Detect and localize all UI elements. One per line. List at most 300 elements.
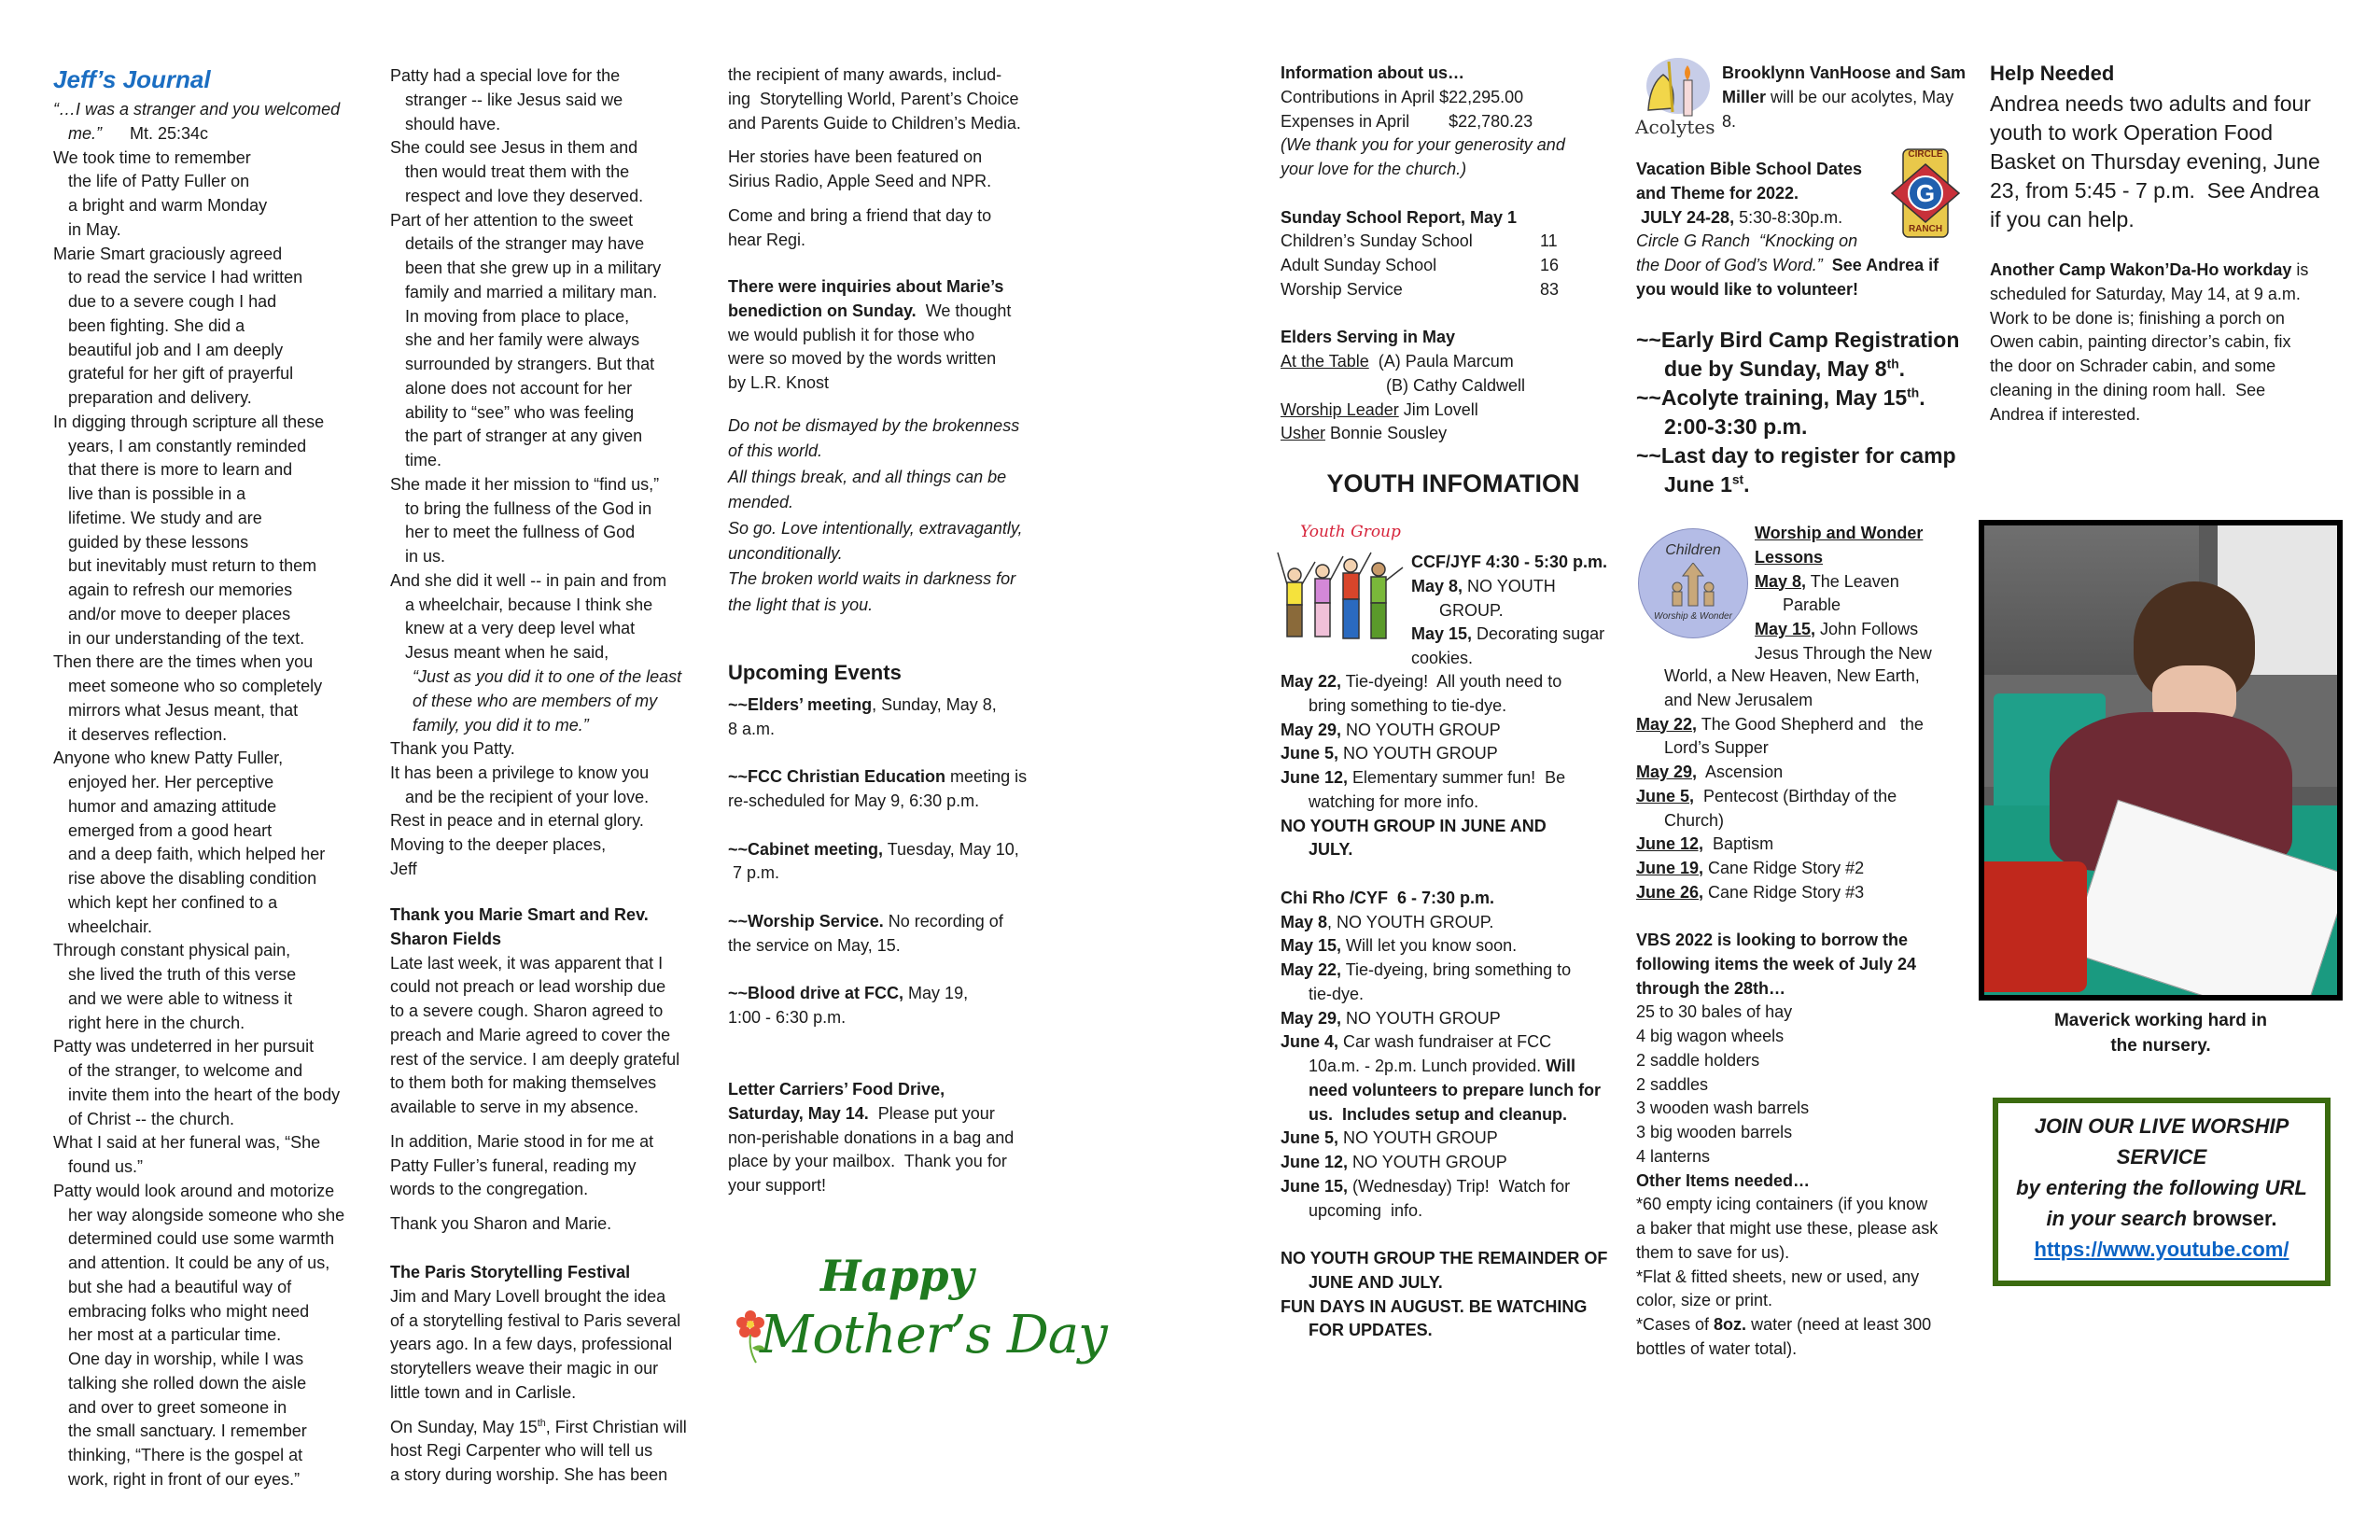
blank-line xyxy=(1281,182,1626,206)
paragraph xyxy=(1281,1223,1607,1247)
text-segment: May 8, xyxy=(1755,571,1807,591)
paragraph xyxy=(728,1054,1027,1078)
text-segment: June 15, xyxy=(1281,1176,1349,1196)
text-line: All things break, and all things can be xyxy=(728,467,1007,486)
text-line xyxy=(1281,766,1607,791)
text-line: if you can help. xyxy=(1990,207,2135,231)
paragraph xyxy=(1281,62,1626,86)
text-line: Marie Smart graciously agreed xyxy=(53,244,283,263)
text-line: 2 saddle holders xyxy=(1636,1050,1760,1070)
text-segment: Baptism xyxy=(1703,834,1774,854)
circle-g-letter: G xyxy=(1915,179,1936,207)
text-segment: May 15, xyxy=(1411,624,1473,644)
text-line: “Just as you did it to one of the least xyxy=(413,667,682,686)
text-line xyxy=(1411,575,1607,599)
text-line: re-scheduled for May 9, 6:30 p.m. xyxy=(728,791,980,810)
text-line: a bright and warm Monday xyxy=(68,196,268,215)
text-segment: Vacation Bible School Dates xyxy=(1636,160,1863,178)
paragraph xyxy=(53,939,344,1035)
paragraph xyxy=(390,1416,687,1488)
text-segment: June 4, xyxy=(1281,1032,1339,1052)
text-line: live than is possible in a xyxy=(68,484,246,503)
paragraph xyxy=(728,982,1027,1030)
text-segment: 5:30-8:30p.m. xyxy=(1734,207,1843,227)
text-line: family, you did it to me.” xyxy=(413,715,589,735)
text-line: family and married a military man. xyxy=(405,282,658,301)
text-line: Maverick working hard in xyxy=(2053,1011,2268,1030)
text-segment: Ascension xyxy=(1697,763,1784,781)
text-line: 4 big wagon wheels xyxy=(1636,1027,1785,1045)
blank-line xyxy=(728,958,1027,982)
text-line: The broken world waits in darkness for xyxy=(728,569,1016,589)
text-line xyxy=(53,98,344,122)
wooden-figures-icon xyxy=(1670,563,1716,608)
text-segment: through the 28th… xyxy=(1636,978,1785,998)
text-segment: ~~Blood drive at FCC, xyxy=(728,984,904,1002)
paragraph xyxy=(53,411,344,651)
text-line: upcoming info. xyxy=(1309,1200,1423,1220)
text-line xyxy=(390,1416,687,1440)
text-line: it deserves reflection. xyxy=(68,724,228,744)
paragraph xyxy=(1636,384,1959,441)
text-line xyxy=(1281,278,1626,302)
text-segment: Another Camp Wakon’Da-Ho workday xyxy=(1990,260,2292,279)
text-line xyxy=(1281,1007,1607,1031)
text-line xyxy=(1281,1271,1607,1295)
text-line xyxy=(1281,374,1626,399)
paragraph xyxy=(1636,761,1924,785)
text-line: So go. Love intentionally, extravagantly, xyxy=(728,518,1023,538)
paragraph xyxy=(1281,182,1626,206)
worship-wonder-logo-bottom: Worship & Wonder xyxy=(1654,611,1732,622)
text-line xyxy=(1636,977,1938,1001)
text-segment: Expenses in April xyxy=(1281,111,1410,131)
join-line-1: JOIN OUR LIVE WORSHIP xyxy=(2034,1114,2289,1138)
paragraph xyxy=(1281,719,1607,743)
text-segment: , Sunday, May 8, xyxy=(872,695,997,714)
youtube-link[interactable]: https://www.youtube.com/ xyxy=(2034,1238,2289,1261)
text-line xyxy=(728,300,1011,324)
paragraph xyxy=(1281,1127,1607,1151)
text-line: been that she grew up in a military xyxy=(405,259,662,277)
text-line: In digging through scripture all these xyxy=(53,412,325,431)
help-needed-heading: Help Needed xyxy=(1990,62,2115,85)
paragraph xyxy=(1281,1247,1607,1295)
text-segment: ~~Cabinet meeting, xyxy=(728,839,884,859)
text-segment: The Paris Storytelling Festival xyxy=(390,1263,631,1281)
text-line: work, right in front of our eyes.” xyxy=(68,1469,301,1489)
paragraph xyxy=(1636,158,1939,302)
text-line: rest of the service. I am deeply grateful xyxy=(390,1049,680,1069)
text-line: Jesus meant when he said, xyxy=(405,643,609,662)
paragraph xyxy=(390,858,649,882)
paragraph xyxy=(1722,62,1966,133)
text-line: of this world. xyxy=(728,441,823,461)
text-segment: Children’s Sunday School xyxy=(1281,231,1473,251)
text-segment: 10a.m. - 2p.m. Lunch provided. xyxy=(1309,1057,1547,1075)
paragraph xyxy=(1281,862,1607,887)
text-line: guided by these lessons xyxy=(68,532,249,552)
text-line xyxy=(1281,1055,1607,1079)
text-line xyxy=(1281,1151,1607,1175)
paragraph xyxy=(390,209,666,473)
text-segment: Sharon Fields xyxy=(390,929,502,948)
text-line: Her stories have been featured on xyxy=(728,147,983,167)
paragraph xyxy=(390,1212,679,1237)
text-line: of Christ -- the church. xyxy=(68,1109,235,1128)
text-segment: May 29, xyxy=(1281,1008,1342,1028)
text-line: and we were able to witness it xyxy=(68,988,293,1008)
text-line: Basket on Thursday evening, June xyxy=(1990,149,2320,174)
text-line xyxy=(1281,1295,1607,1320)
paragraph xyxy=(1281,86,1626,110)
text-line xyxy=(1755,546,1932,570)
text-line xyxy=(1636,785,1924,809)
text-line: and over to greet someone in xyxy=(68,1397,287,1417)
text-line: ing Storytelling World, Parent’s Choice xyxy=(728,89,1019,108)
text-segment: At the Table xyxy=(1281,352,1369,371)
paragraph xyxy=(1281,742,1607,766)
benediction-intro xyxy=(728,275,1011,396)
blank-line xyxy=(1281,1223,1607,1247)
text-line: them to save for us). xyxy=(1636,1242,1790,1262)
text-segment: st xyxy=(1731,472,1744,487)
text-line xyxy=(1636,278,1939,302)
journal-closing xyxy=(390,737,649,882)
text-line: 7 p.m. xyxy=(728,863,780,883)
text-segment: (A) Paula Marcum xyxy=(1368,352,1514,371)
text-segment: May 29, xyxy=(1281,720,1342,739)
text-line xyxy=(1281,422,1626,446)
text-line xyxy=(1636,158,1939,182)
text-line: the door on Schrader cabin, and some xyxy=(1990,357,2276,375)
acolytes-logo xyxy=(1635,56,1717,144)
journal-scripture-quote xyxy=(413,665,681,737)
text-line: right here in the church. xyxy=(68,1013,245,1032)
upcoming-events-list xyxy=(728,693,1027,1198)
paragraph xyxy=(1281,934,1607,959)
text-line xyxy=(1636,384,1959,413)
text-line: Church) xyxy=(1664,810,1725,830)
text-segment: NO YOUTH GROUP xyxy=(1341,1008,1501,1028)
paragraph xyxy=(1755,642,1932,666)
text-line: bottles of water total). xyxy=(1636,1338,1798,1358)
text-segment: *Cases of xyxy=(1636,1315,1715,1334)
text-segment: Jim Lovell xyxy=(1398,399,1478,419)
text-line: Do not be dismayed by the brokenness xyxy=(728,416,1020,435)
text-segment: June 1 xyxy=(1664,472,1732,497)
text-segment: May 19, xyxy=(903,984,969,1002)
text-line xyxy=(1722,62,1966,86)
text-segment: Worship Leader xyxy=(1281,399,1399,419)
text-line: that there is more to learn and xyxy=(68,460,293,480)
paragraph xyxy=(1636,326,1959,384)
paragraph xyxy=(1281,766,1607,815)
text-segment: water (need at least 300 xyxy=(1746,1315,1932,1334)
text-line: your support! xyxy=(728,1176,827,1195)
crayon-bucket-shape xyxy=(1979,861,2087,992)
text-segment: Chi Rho /CYF 6 - 7:30 p.m. xyxy=(1281,888,1495,907)
text-segment: and Theme for 2022. xyxy=(1636,183,1799,203)
text-line: mended. xyxy=(728,493,794,512)
text-line xyxy=(1411,551,1607,575)
text-line xyxy=(1281,206,1626,231)
text-line: *60 empty icing containers (if you know xyxy=(1636,1195,1928,1214)
text-segment: June 12, xyxy=(1636,834,1704,854)
text-segment: ~~Acolyte training, May 15 xyxy=(1636,385,1908,410)
text-segment: Please put your xyxy=(868,1103,995,1123)
text-segment: Saturday, May 14. xyxy=(728,1103,869,1123)
paragraph xyxy=(1281,887,1607,911)
text-line: tie-dye. xyxy=(1309,984,1365,1003)
blank-line xyxy=(728,1030,1027,1055)
text-line: ~~Early Bird Camp Registration xyxy=(1636,328,1960,352)
text-segment: NO YOUTH GROUP xyxy=(1348,1153,1507,1171)
text-line: alone does not account for her xyxy=(405,378,633,398)
text-segment: NO YOUTH GROUP IN JUNE AND xyxy=(1281,816,1547,835)
blank-line xyxy=(728,742,1027,766)
text-line xyxy=(1281,719,1607,743)
text-segment: ~~Elders’ meeting xyxy=(728,695,873,714)
paragraph xyxy=(728,814,1027,838)
text-line: preparation and delivery. xyxy=(68,388,252,407)
paragraph xyxy=(1411,623,1607,647)
paragraph xyxy=(1636,857,1924,881)
text-line xyxy=(728,765,1027,790)
text-line xyxy=(390,928,679,952)
text-line: and New Jerusalem xyxy=(1664,690,1813,709)
text-segment: May 8, xyxy=(1411,576,1463,595)
text-line: and a deep faith, which helped her xyxy=(68,845,326,864)
text-line: It has been a privilege to know you xyxy=(390,763,650,782)
text-line: 2:00-3:30 p.m. xyxy=(1664,414,1808,439)
vbs-dates-theme xyxy=(1636,158,1939,302)
text-line: talking she rolled down the aisle xyxy=(68,1373,307,1393)
text-line: World, a New Heaven, New Earth, xyxy=(1664,666,1920,685)
blank-line xyxy=(728,814,1027,838)
text-segment: me.” xyxy=(68,123,102,143)
paragraph xyxy=(390,1130,679,1202)
text-line xyxy=(1281,1079,1607,1103)
text-line: bring something to tie-dye. xyxy=(1309,695,1507,715)
text-line: and be the recipient of your love. xyxy=(405,787,650,806)
help-needed-body xyxy=(1990,90,2320,234)
text-segment: meeting is xyxy=(945,767,1028,787)
text-segment: (B) Cathy Caldwell xyxy=(1386,375,1526,395)
paragraph xyxy=(53,1180,344,1492)
text-line: her to meet the fullness of God xyxy=(405,523,636,542)
text-line: Come and bring a friend that day to xyxy=(728,205,992,225)
text-segment: Brooklynn VanHoose and Sam xyxy=(1722,63,1967,82)
paragraph xyxy=(53,651,344,747)
text-line xyxy=(728,1078,1027,1102)
text-line: of the stranger, to welcome and xyxy=(68,1061,303,1080)
paragraph xyxy=(53,243,344,411)
text-line xyxy=(1636,1169,1938,1194)
text-segment: Adult Sunday School xyxy=(1281,256,1437,274)
youth-figures-icon xyxy=(1274,543,1405,644)
paragraph xyxy=(1281,1151,1607,1175)
circle-g-top-text: CIRCLE xyxy=(1908,149,1943,160)
text-line: the recipient of many awards, includ- xyxy=(728,65,1002,84)
text-line: the light that is you. xyxy=(728,595,874,614)
text-line: surrounded by strangers. But that xyxy=(405,355,655,373)
text-line xyxy=(1636,713,1924,737)
text-line xyxy=(1281,1175,1607,1199)
acolytes-logo-text: Acolytes xyxy=(1635,116,1715,138)
text-line: Patty Fuller’s funeral, reading my xyxy=(390,1155,637,1175)
paragraph xyxy=(1755,546,1932,570)
text-line xyxy=(390,903,679,928)
text-segment: Will let you know soon. xyxy=(1341,936,1518,956)
text-line xyxy=(1281,887,1607,911)
text-segment: Elders Serving in May xyxy=(1281,328,1456,347)
text-line: knew at a very deep level what xyxy=(405,619,636,638)
text-segment: Information about us… xyxy=(1281,63,1464,82)
paragraph xyxy=(390,903,679,1120)
paragraph xyxy=(728,1030,1027,1055)
text-segment: June 5, xyxy=(1636,786,1695,805)
paragraph xyxy=(728,886,1027,910)
happy-text: Happy xyxy=(820,1251,974,1301)
youth-group-logo xyxy=(1274,523,1405,644)
paragraph xyxy=(1755,522,1932,546)
text-line: ability to “see” who was feeling xyxy=(405,402,635,422)
text-segment: 8oz. xyxy=(1714,1315,1747,1334)
paragraph xyxy=(1411,551,1607,575)
paragraph xyxy=(1281,1175,1607,1224)
join-line-4-normal: browser. xyxy=(2186,1207,2277,1230)
text-segment: Lessons xyxy=(1755,547,1824,567)
text-line xyxy=(1636,929,1938,953)
journal-body xyxy=(53,98,344,1492)
text-line xyxy=(1281,62,1626,86)
text-segment: Sunday School Report, May 1 xyxy=(1281,207,1518,227)
text-segment: (Wednesday) Trip! Watch for xyxy=(1348,1176,1571,1196)
text-segment: due by Sunday, May 8 xyxy=(1664,357,1887,381)
text-line xyxy=(1281,110,1626,134)
text-segment: “…I was a stranger and you welcomed xyxy=(53,100,341,119)
text-segment: Tie-dyeing, bring something to xyxy=(1341,960,1572,979)
text-line: preach and Marie agreed to cover the xyxy=(390,1025,671,1044)
text-line: a wheelchair, because I think she xyxy=(405,595,653,614)
text-line: invite them into the heart of the body xyxy=(68,1085,341,1104)
nursery-photo xyxy=(1979,520,2343,1001)
text-line: Andrea if interested. xyxy=(1990,404,2141,424)
paragraph xyxy=(728,275,1011,396)
text-line xyxy=(728,275,1011,300)
paragraph xyxy=(728,146,1021,194)
worship-wonder-logo xyxy=(1638,528,1748,638)
text-line xyxy=(1636,254,1939,278)
text-segment: Cane Ridge Story #2 xyxy=(1703,859,1865,877)
text-line: her most at a particular time. xyxy=(68,1325,282,1345)
acolytes-announcement xyxy=(1722,62,1966,133)
text-segment: (We thank you for your generosity and xyxy=(1281,135,1565,155)
text-segment: NO YOUTH xyxy=(1463,576,1556,595)
text-line: Anyone who knew Patty Fuller, xyxy=(53,749,284,768)
text-segment: Thank you Marie Smart and Rev. xyxy=(390,905,649,924)
join-line-2: SERVICE xyxy=(2116,1145,2207,1169)
text-line: in our understanding of the text. xyxy=(68,628,305,648)
paragraph xyxy=(1979,1008,2343,1058)
paragraph xyxy=(53,1035,344,1131)
paragraph xyxy=(1281,399,1626,423)
text-line xyxy=(1281,1127,1607,1151)
text-line: to them both for making themselves xyxy=(390,1073,657,1093)
text-line: unconditionally. xyxy=(728,544,843,564)
text-line: been fighting. She did a xyxy=(68,315,245,335)
paragraph xyxy=(1281,302,1626,327)
paragraph xyxy=(390,762,649,810)
text-line: GROUP. xyxy=(1439,600,1504,620)
text-segment: FUN DAYS IN AUGUST. BE WATCHING xyxy=(1281,1296,1588,1316)
text-line xyxy=(1281,838,1607,862)
text-line xyxy=(1636,470,1959,499)
text-line: of a storytelling festival to Paris several xyxy=(390,1310,681,1330)
text-line xyxy=(1411,623,1607,647)
text-line xyxy=(1636,953,1938,977)
paragraph xyxy=(1281,959,1607,1007)
text-line: Then there are the times when you xyxy=(53,652,314,672)
text-line: scheduled for Saturday, May 14, at 9 a.m. xyxy=(1990,284,2301,303)
text-line: place by your mailbox. Thank you for xyxy=(728,1152,1007,1171)
text-line: cookies. xyxy=(1411,649,1474,667)
paragraph xyxy=(390,809,649,833)
text-line: Work to be done is; finishing a porch on xyxy=(1990,308,2285,328)
text-line xyxy=(1281,1247,1607,1271)
camp-workday xyxy=(1990,259,2308,427)
text-segment: NO YOUTH GROUP xyxy=(1338,1128,1498,1148)
text-segment: following items the week of July 24 xyxy=(1636,954,1917,973)
text-line: but inevitably must return to them xyxy=(68,556,317,576)
text-segment: On Sunday, May 15 xyxy=(390,1417,538,1436)
paragraph xyxy=(390,737,649,762)
paragraph xyxy=(1281,254,1626,278)
text-line: but she had a beautiful way of xyxy=(68,1277,292,1296)
text-line: the life of Patty Fuller on xyxy=(68,172,250,191)
text-segment: is xyxy=(2291,260,2309,279)
text-line: embracing folks who might need xyxy=(68,1301,310,1321)
paragraph xyxy=(1755,618,1932,642)
text-segment: NO YOUTH GROUP THE REMAINDER OF xyxy=(1281,1249,1608,1267)
text-line: We took time to remember xyxy=(53,147,251,167)
benediction-text xyxy=(728,413,1023,618)
text-segment: June 12, xyxy=(1281,768,1349,787)
text-line: Parable xyxy=(1783,595,1841,615)
paragraph xyxy=(1281,110,1626,134)
text-line: meet someone who so completely xyxy=(68,677,323,695)
paragraph xyxy=(390,64,666,136)
circle-g-bottom-text: RANCH xyxy=(1908,224,1943,234)
paragraph xyxy=(1411,575,1607,623)
text-segment: John Follows xyxy=(1815,620,1919,638)
text-line: And she did it well -- in pain and from xyxy=(390,570,667,590)
text-line xyxy=(1636,761,1924,785)
paragraph xyxy=(1281,1295,1607,1344)
text-line xyxy=(728,910,1027,934)
text-line: could not preach or lead worship due xyxy=(390,977,666,997)
paragraph xyxy=(728,204,1021,253)
text-line: wheelchair. xyxy=(68,917,153,936)
text-segment: Elementary summer fun! Be xyxy=(1348,768,1566,787)
text-line xyxy=(1281,1319,1607,1343)
text-line xyxy=(1281,326,1626,350)
text-line: the service on May, 15. xyxy=(728,935,901,955)
text-line xyxy=(1755,618,1932,642)
text-line: Jeff xyxy=(390,859,417,878)
paragraph xyxy=(1636,785,1924,833)
